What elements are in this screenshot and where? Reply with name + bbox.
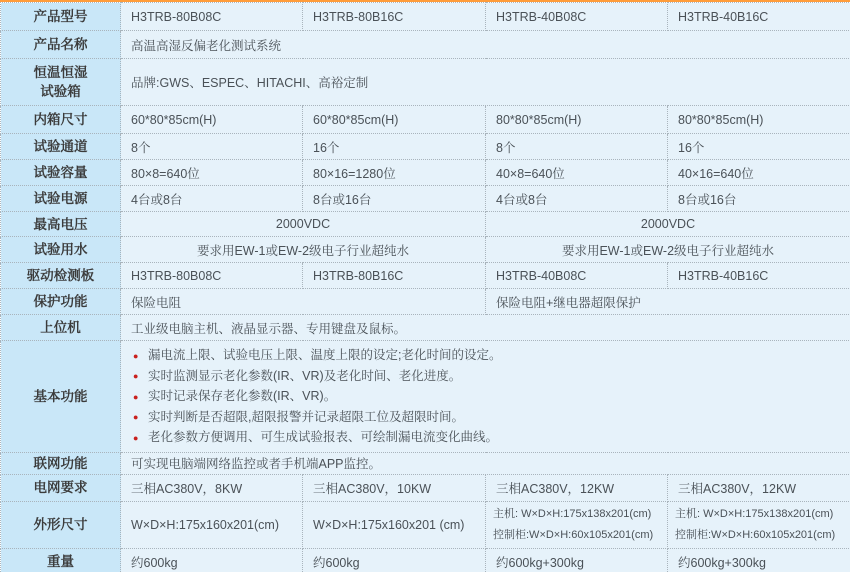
row-product-name: [1, 31, 850, 59]
row-label-capacity: 试验容量: [1, 160, 121, 186]
cell-basic-functions: [121, 341, 850, 453]
cell-weight-1: 约600kg: [121, 548, 303, 572]
cell-network: 可实现电脑端网络监控或者手机端APP监控。: [121, 452, 850, 474]
feature-item: ● 漏电流上限、试验电压上限、温度上限的设定;老化时间的设定。: [133, 345, 846, 366]
cell-dims-3: [486, 501, 668, 548]
cell-grid-4: 三相AC380V，12KW: [668, 474, 850, 501]
cell-driver-1: H3TRB-80B08C: [121, 263, 303, 289]
cell-channels-2: 16个: [303, 134, 486, 160]
row-label-product-model: 产品型号: [1, 3, 121, 31]
dims-3-host: 主机: W×D×H:175x138x201(cm): [493, 507, 652, 520]
row-power-supply: [1, 186, 850, 212]
cell-power-4: 8台或16台: [668, 186, 850, 212]
row-capacity: [1, 160, 850, 186]
chamber-label-line1: 恒温恒湿: [33, 65, 88, 80]
cell-grid-3: 三相AC380V，12KW: [486, 474, 668, 501]
cell-driver-3: H3TRB-40B08C: [486, 263, 668, 289]
cell-voltage-left: 2000VDC: [121, 212, 486, 237]
row-test-water: [1, 237, 850, 263]
row-label-basic-functions: 基本功能: [1, 341, 121, 453]
feature-item: ● 老化参数方便调用、可生成试验报表、可绘制漏电流变化曲线。: [133, 427, 846, 448]
row-grid-requirement: [1, 474, 850, 501]
cell-capacity-3: 40×8=640位: [486, 160, 668, 186]
row-label-host-computer: 上位机: [1, 315, 121, 341]
cell-grid-1: 三相AC380V，8KW: [121, 474, 303, 501]
row-label-grid-requirement: 电网要求: [1, 474, 121, 501]
row-driver-board: [1, 263, 850, 289]
row-channels: [1, 134, 850, 160]
cell-model-2: H3TRB-80B16C: [303, 3, 486, 31]
cell-weight-3: 约600kg+300kg: [486, 548, 668, 572]
cell-protection-left: 保险电阻: [121, 289, 486, 315]
chamber-label-line2: 试验箱: [40, 84, 81, 99]
row-weight: [1, 548, 850, 572]
cell-weight-4: 约600kg+300kg: [668, 548, 850, 572]
row-label-product-name: 产品名称: [1, 31, 121, 59]
row-label-test-water: 试验用水: [1, 237, 121, 263]
row-inner-size: [1, 106, 850, 134]
cell-channels-1: 8个: [121, 134, 303, 160]
cell-driver-2: H3TRB-80B16C: [303, 263, 486, 289]
row-network: [1, 452, 850, 474]
cell-channels-4: 16个: [668, 134, 850, 160]
row-host-computer: [1, 315, 850, 341]
row-dimensions: [1, 501, 850, 548]
cell-host-computer: 工业级电脑主机、液晶显示器、专用键盘及鼠标。: [121, 315, 850, 341]
cell-driver-4: H3TRB-40B16C: [668, 263, 850, 289]
row-protection: [1, 289, 850, 315]
cell-weight-2: 约600kg: [303, 548, 486, 572]
row-label-protection: 保护功能: [1, 289, 121, 315]
row-label-max-voltage: 最高电压: [1, 212, 121, 237]
cell-inner-size-3: 80*80*85cm(H): [486, 106, 668, 134]
cell-channels-3: 8个: [486, 134, 668, 160]
cell-model-4: H3TRB-40B16C: [668, 3, 850, 31]
row-label-driver-board: 驱动检测板: [1, 263, 121, 289]
dims-3-cabinet: 控制柜:W×D×H:60x105x201(cm): [493, 528, 654, 541]
cell-chamber-brands: 品牌:GWS、ESPEC、HITACHI、高裕定制: [121, 59, 850, 106]
cell-model-1: H3TRB-80B08C: [121, 3, 303, 31]
cell-power-1: 4台或8台: [121, 186, 303, 212]
feature-list: [131, 341, 846, 452]
cell-inner-size-4: 80*80*85cm(H): [668, 106, 850, 134]
cell-capacity-4: 40×16=640位: [668, 160, 850, 186]
cell-dims-1: W×D×H:175x160x201(cm): [121, 501, 303, 548]
feature-item: ● 实时监测显示老化参数(IR、VR)及老化时间、老化进度。: [133, 366, 846, 387]
cell-power-2: 8台或16台: [303, 186, 486, 212]
cell-grid-2: 三相AC380V，10KW: [303, 474, 486, 501]
cell-voltage-right: 2000VDC: [486, 212, 850, 237]
cell-inner-size-1: 60*80*85cm(H): [121, 106, 303, 134]
row-label-dimensions: 外形尺寸: [1, 501, 121, 548]
cell-capacity-1: 80×8=640位: [121, 160, 303, 186]
row-basic-functions: [1, 341, 850, 453]
cell-product-name: 高温高湿反偏老化测试系统: [121, 31, 850, 59]
cell-water-right: 要求用EW-1或EW-2级电子行业超纯水: [486, 237, 850, 263]
row-chamber: [1, 59, 850, 106]
row-label-channels: 试验通道: [1, 134, 121, 160]
cell-power-3: 4台或8台: [486, 186, 668, 212]
row-max-voltage: [1, 212, 850, 237]
cell-inner-size-2: 60*80*85cm(H): [303, 106, 486, 134]
cell-dims-2: W×D×H:175x160x201 (cm): [303, 501, 486, 548]
row-label-chamber: [1, 59, 121, 106]
row-label-network: 联网功能: [1, 452, 121, 474]
cell-water-left: 要求用EW-1或EW-2级电子行业超纯水: [121, 237, 486, 263]
dims-4-host: 主机: W×D×H:175x138x201(cm): [675, 507, 834, 520]
row-label-power-supply: 试验电源: [1, 186, 121, 212]
cell-capacity-2: 80×16=1280位: [303, 160, 486, 186]
feature-item: ● 实时判断是否超限,超限报警并记录超限工位及超限时间。: [133, 407, 846, 428]
row-label-inner-size: 内箱尺寸: [1, 106, 121, 134]
row-label-weight: 重量: [1, 548, 121, 572]
cell-protection-right: 保险电阻+继电器超限保护: [486, 289, 850, 315]
feature-item: ● 实时记录保存老化参数(IR、VR)。: [133, 386, 846, 407]
row-product-model: [1, 3, 850, 31]
dims-4-cabinet: 控制柜:W×D×H:60x105x201(cm): [675, 528, 836, 541]
cell-dims-4: [668, 501, 850, 548]
cell-model-3: H3TRB-40B08C: [486, 3, 668, 31]
spec-table: [0, 2, 850, 572]
